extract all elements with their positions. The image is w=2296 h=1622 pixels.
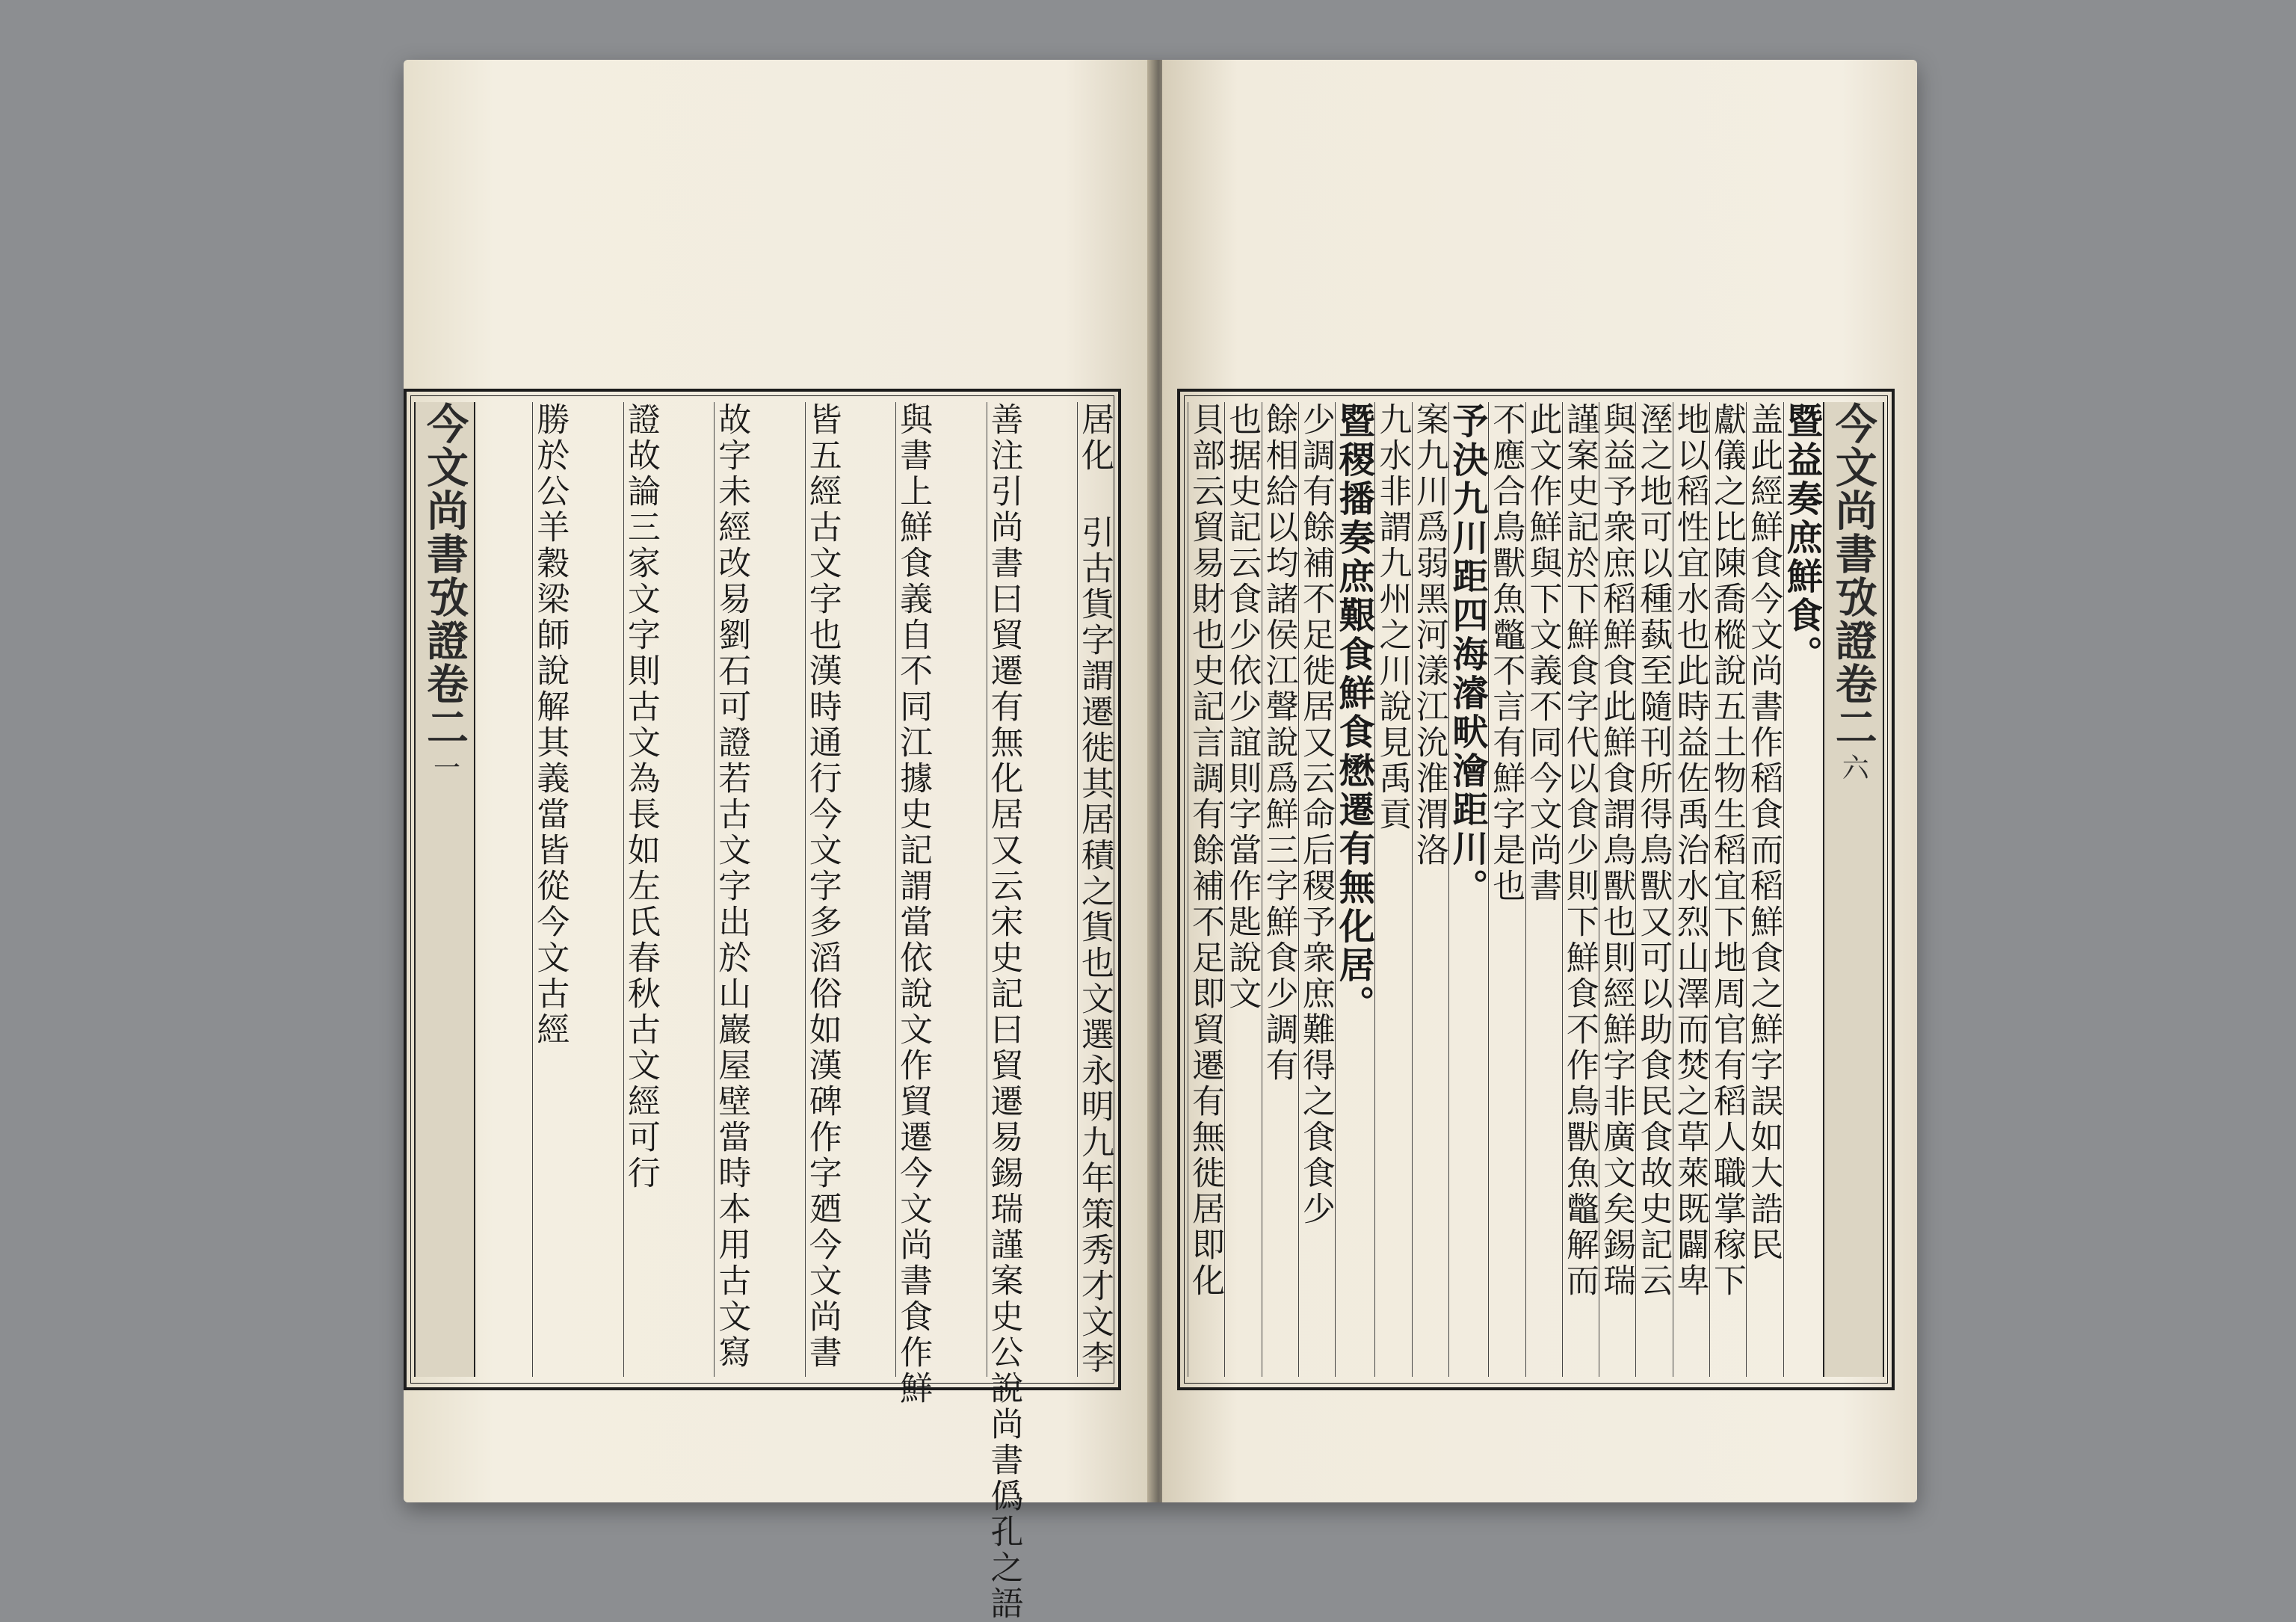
right-banxin (1823, 402, 1884, 1377)
right-commentary-column: 也据史記云食少依少誼則字當作匙說文 (1224, 402, 1258, 1377)
right-main-text-column: 暨稷播奏庶艱食鮮食懋遷有無化居。 (1335, 402, 1371, 1377)
right-commentary-column: 此文作鮮與下文義不同今文尚書 (1525, 402, 1559, 1377)
right-commentary-column: 與益予衆庶稻鮮食此鮮食謂鳥獸也則經鮮字非廣文矣錫瑞 (1599, 402, 1632, 1377)
left-page (404, 60, 1155, 1622)
left-text-column: 與書上鮮食義自不同江據史記謂當依說文作貿遷今文尚書食作鮮 (894, 402, 933, 1407)
right-commentary-column: 地以稻性宜水也此時益佐禹治水烈山澤而焚之草萊既闢卑 (1673, 402, 1706, 1377)
left-text-column: 善注引尚書曰貿遷有無化居又云宋史記曰貿遷易錫瑞謹案史公說尚書僞孔之語 (984, 402, 1023, 1622)
left-text-column: 居化 引古貨字謂遷徙其居積之貨也文選永明九年策秀才文李 (1075, 402, 1114, 1376)
left-text-column: 勝於公羊穀梁師說解其義當皆從今文古經 (532, 402, 566, 1377)
right-folio: 六 (1838, 753, 1869, 782)
right-page (1162, 60, 1917, 1502)
right-text-block (1177, 389, 1895, 1390)
right-commentary-column: 貝部云貿易財也史記言調有餘補不足即貿遷有無徙居即化 (1188, 402, 1221, 1377)
right-commentary-column: 少調有餘補不足徙居又云命后稷予衆庶難得之食食少 (1298, 402, 1332, 1377)
left-text-column: 皆五經古文字也漢時通行今文字多滔俗如漢碑作字廼今文尚書 (805, 402, 839, 1377)
right-main-text-column: 暨益奏庶鮮食。 (1783, 402, 1820, 1377)
right-commentary-column: 案九川爲弱黑河漾江沇淮渭洛 (1412, 402, 1445, 1377)
left-banxin-title: 今文尚書攷證卷二 (420, 402, 469, 749)
left-columns (414, 402, 1114, 1622)
left-text-block (404, 389, 1121, 1622)
right-columns (1188, 402, 1884, 1377)
right-commentary-column: 餘相給以均諸侯江聲說爲鮮三字鮮食少調有 (1262, 402, 1295, 1377)
right-commentary-column: 不應合鳥獸魚鼈不言有鮮字是也 (1488, 402, 1522, 1377)
right-commentary-column: 九水非謂九州之川說見禹貢 (1374, 402, 1408, 1377)
right-commentary-column: 謹案史記於下鮮食字代以食少則下鮮食不作鳥獸魚鼈解而 (1562, 402, 1596, 1377)
right-banxin-title: 今文尚書攷證卷二 (1828, 402, 1878, 749)
left-text-column: 故字未經改易劉石可證若古文字出於山巖屋壁當時本用古文寫 (714, 402, 747, 1377)
right-main-text-column: 予決九川距四海濬畎澮距川。 (1448, 402, 1485, 1377)
left-text-column: 證故論三家文字則古文為長如左氏春秋古文經可行 (623, 402, 657, 1377)
left-folio: 一 (429, 753, 460, 782)
left-banxin (414, 402, 475, 1377)
open-book (404, 60, 1917, 1622)
right-commentary-column: 盖此經鮮食今文尚書作稻食而稻鮮食之鮮字誤如大誥民 (1746, 402, 1780, 1377)
right-commentary-column: 獻儀之比陳喬樅說五土物生稻宜下地周官有稻人職掌稼下 (1709, 402, 1743, 1377)
right-commentary-column: 溼之地可以種蓺至隨刊所得鳥獸又可以助食民食故史記云 (1635, 402, 1669, 1377)
